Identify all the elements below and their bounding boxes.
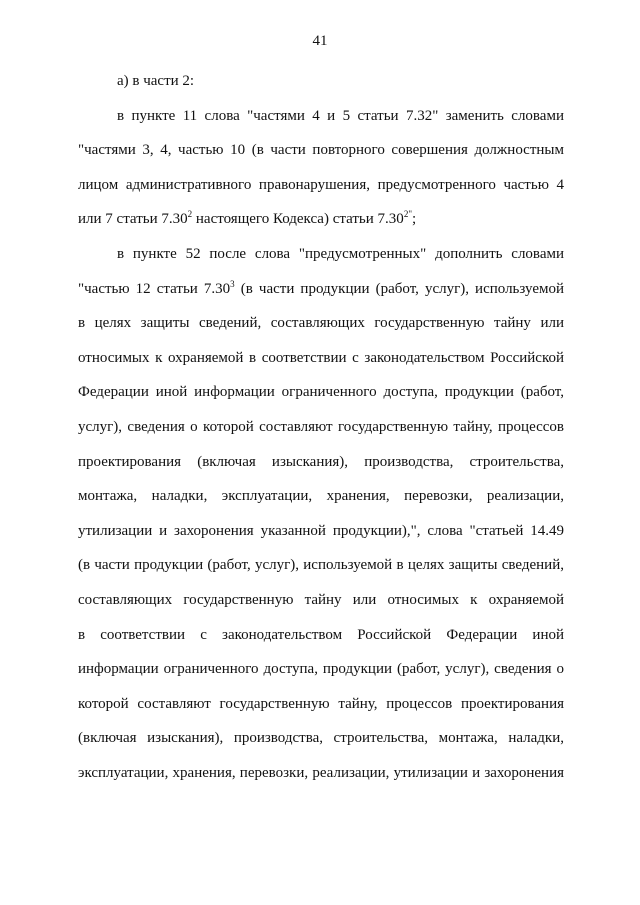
text-line [78, 306, 564, 341]
text-line [78, 618, 564, 653]
text-line [78, 133, 564, 168]
text-line [78, 410, 564, 445]
text-fragment: (в части продукции (работ, услуг), используемой [234, 280, 564, 297]
text-line [78, 375, 564, 410]
text-line [78, 202, 564, 237]
text-fragment: Федерации иной информации ограниченного доступа, продукции (работ, [78, 384, 564, 401]
text-fragment: лицом административного правонарушения, предусмотренного частью 4 [78, 176, 564, 193]
text-fragment: относимых к охраняемой в соответствии с законодательством Российской [78, 349, 564, 366]
paragraph [78, 99, 564, 237]
text-fragment: услуг), сведения о которой составляют государственную тайну, процессов [78, 418, 564, 435]
text-line [78, 687, 564, 722]
paragraph [78, 237, 564, 791]
page-number: 41 [312, 33, 328, 49]
superscript: 3 [230, 278, 235, 289]
text-line [78, 721, 564, 756]
text-fragment: в целях защиты сведений, составляющих государственную тайну или [78, 315, 564, 332]
text-fragment: "частями 3, 4, частью 10 (в части повторного совершения должностным [78, 142, 564, 159]
text-line [78, 652, 564, 687]
text-fragment: в пункте 11 слова "частями 4 и 5 статьи 7.32" заменить словами [117, 107, 564, 124]
text-fragment: "частью 12 статьи 7.30 [78, 280, 231, 297]
text-fragment: (включая изыскания), производства, строительства, монтажа, наладки, [78, 730, 564, 747]
text-fragment: или 7 статьи 7.30 [78, 211, 188, 228]
text-fragment: проектирования (включая изыскания), производства, строительства, [78, 453, 564, 470]
text-line [78, 548, 564, 583]
document-body [78, 64, 564, 790]
text-line [78, 237, 564, 272]
text-fragment: ; [412, 211, 417, 228]
text-fragment: эксплуатации, хранения, перевозки, реализации, утилизации и захоронения [78, 764, 564, 781]
text-line [78, 479, 564, 514]
text-fragment: (в части продукции (работ, услуг), используемой в целях защиты сведений, [78, 557, 564, 574]
text-fragment: утилизации и захоронения указанной продукции),", слова "статьей 14.49 [78, 522, 564, 539]
text-line [78, 514, 564, 549]
text-line [78, 168, 564, 203]
text-line [78, 64, 564, 99]
text-line [78, 99, 564, 134]
text-fragment: информации ограниченного доступа, продукции (работ, услуг), сведения о [78, 661, 564, 678]
text-fragment: в пункте 52 после слова "предусмотренных" дополнить словами [117, 245, 564, 262]
text-line [78, 445, 564, 480]
superscript: 2 [187, 209, 193, 220]
text-line [78, 756, 564, 791]
text-line [78, 272, 564, 307]
paragraph [78, 64, 564, 99]
text-fragment: монтажа, наладки, эксплуатации, хранения, перевозки, реализации, [78, 488, 564, 505]
text-line [78, 583, 564, 618]
text-fragment: составляющих государственную тайну или относимых к охраняемой [78, 591, 564, 608]
text-fragment: в соответствии с законодательством Российской Федерации иной [78, 626, 564, 643]
text-fragment: настоящего Кодекса) статьи 7.30 [192, 211, 404, 228]
superscript: 2" [403, 209, 412, 220]
text-line [78, 341, 564, 376]
text-fragment: которой составляют государственную тайну, процессов проектирования [78, 695, 564, 712]
text-fragment: а) в части 2: [117, 73, 195, 89]
